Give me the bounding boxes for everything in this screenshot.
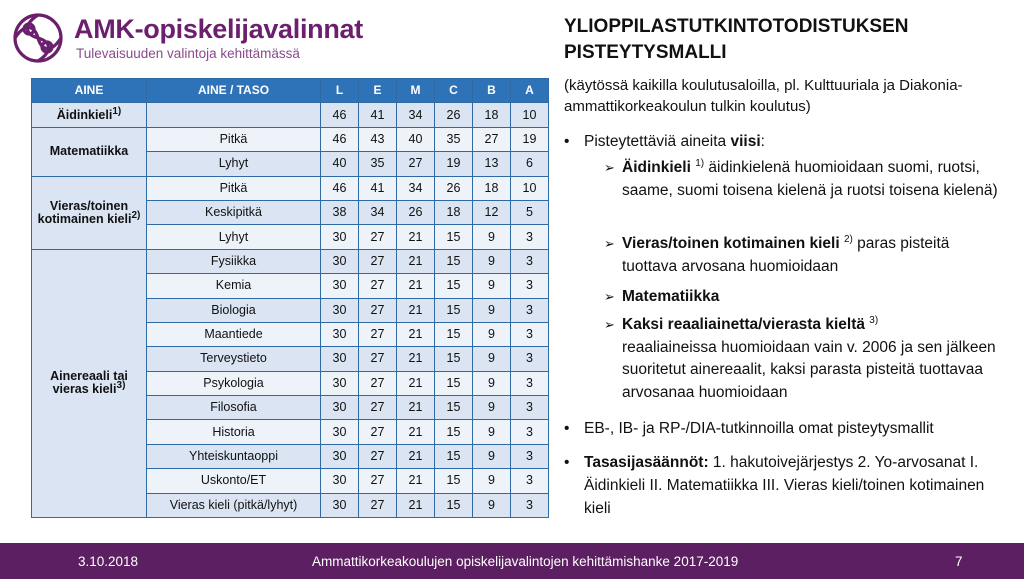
score-cell: 9 xyxy=(473,249,511,273)
score-cell: 35 xyxy=(359,152,397,176)
score-cell: 3 xyxy=(511,347,549,371)
header-cell: C xyxy=(435,79,473,103)
level-cell: Keskipitkä xyxy=(147,200,321,224)
score-cell: 27 xyxy=(359,249,397,273)
score-cell: 30 xyxy=(321,274,359,298)
bullet-icon: • xyxy=(564,454,570,471)
score-cell: 9 xyxy=(473,225,511,249)
subject-cell: Matematiikka xyxy=(32,127,147,176)
score-cell: 30 xyxy=(321,371,359,395)
level-cell: Terveystieto xyxy=(147,347,321,371)
level-cell: Historia xyxy=(147,420,321,444)
score-cell: 27 xyxy=(359,322,397,346)
score-cell: 30 xyxy=(321,322,359,346)
score-cell: 15 xyxy=(435,371,473,395)
score-cell: 30 xyxy=(321,347,359,371)
score-cell: 30 xyxy=(321,249,359,273)
score-cell: 30 xyxy=(321,396,359,420)
score-cell: 30 xyxy=(321,420,359,444)
header-cell: E xyxy=(359,79,397,103)
score-cell: 15 xyxy=(435,420,473,444)
score-cell: 27 xyxy=(359,420,397,444)
score-cell: 27 xyxy=(359,274,397,298)
header-cell: B xyxy=(473,79,511,103)
footer-date: 3.10.2018 xyxy=(78,554,139,569)
score-cell: 15 xyxy=(435,322,473,346)
page-title: YLIOPPILASTUTKINTOTODISTUKSEN PISTEYTYSMALLI xyxy=(564,16,909,63)
score-cell: 18 xyxy=(473,103,511,127)
score-cell: 9 xyxy=(473,396,511,420)
score-cell: 9 xyxy=(473,298,511,322)
level-cell: Fysiikka xyxy=(147,249,321,273)
score-cell: 19 xyxy=(511,127,549,151)
score-cell: 9 xyxy=(473,493,511,517)
level-cell: Lyhyt xyxy=(147,152,321,176)
score-cell: 13 xyxy=(473,152,511,176)
table-row xyxy=(32,176,549,200)
score-cell: 21 xyxy=(397,274,435,298)
level-cell: Filosofia xyxy=(147,396,321,420)
score-cell: 15 xyxy=(435,347,473,371)
arrow-icon: ➢ xyxy=(604,236,615,251)
level-cell: Uskonto/ET xyxy=(147,469,321,493)
score-cell: 35 xyxy=(435,127,473,151)
score-cell: 3 xyxy=(511,298,549,322)
score-cell: 9 xyxy=(473,420,511,444)
score-cell: 40 xyxy=(397,127,435,151)
level-cell: Lyhyt xyxy=(147,225,321,249)
score-cell: 27 xyxy=(359,493,397,517)
score-cell: 3 xyxy=(511,225,549,249)
level-cell: Pitkä xyxy=(147,176,321,200)
score-cell: 30 xyxy=(321,298,359,322)
score-cell: 15 xyxy=(435,469,473,493)
score-cell: 27 xyxy=(359,298,397,322)
score-cell: 40 xyxy=(321,152,359,176)
score-cell: 15 xyxy=(435,225,473,249)
subject-cell: Äidinkieli$^{1)}$ xyxy=(32,103,147,127)
score-cell: 9 xyxy=(473,444,511,468)
score-cell: 15 xyxy=(435,396,473,420)
score-cell: 21 xyxy=(397,420,435,444)
header-cell: M xyxy=(397,79,435,103)
score-cell: 21 xyxy=(397,493,435,517)
score-cell: 3 xyxy=(511,274,549,298)
level-cell: Pitkä xyxy=(147,127,321,151)
score-cell: 9 xyxy=(473,469,511,493)
score-cell: 30 xyxy=(321,469,359,493)
score-cell: 3 xyxy=(511,249,549,273)
score-cell: 26 xyxy=(435,176,473,200)
score-cell: 6 xyxy=(511,152,549,176)
score-cell: 9 xyxy=(473,274,511,298)
footer-bar xyxy=(0,543,1024,579)
score-cell: 3 xyxy=(511,322,549,346)
score-cell: 41 xyxy=(359,176,397,200)
level-cell: Yhteiskuntaoppi xyxy=(147,444,321,468)
subject-cell: Vieras/toinen kotimainen kieli$^{2)}$ xyxy=(32,176,147,249)
score-cell: 3 xyxy=(511,469,549,493)
score-cell: 15 xyxy=(435,444,473,468)
level-cell: Vieras kieli (pitkä/lyhyt) xyxy=(147,493,321,517)
score-cell: 27 xyxy=(359,469,397,493)
table-row xyxy=(32,249,549,273)
amk-logo-icon xyxy=(12,12,64,64)
score-cell: 34 xyxy=(397,103,435,127)
score-cell: 38 xyxy=(321,200,359,224)
level-cell xyxy=(147,103,321,127)
arrow-icon: ➢ xyxy=(604,317,615,332)
level-cell: Maantiede xyxy=(147,322,321,346)
score-cell: 27 xyxy=(359,371,397,395)
score-cell: 3 xyxy=(511,371,549,395)
score-cell: 30 xyxy=(321,225,359,249)
header-cell: AINE / TASO xyxy=(147,79,321,103)
scope-note: (käytössä kaikilla koulutusaloilla, pl. Kulttuuriala ja Diakonia-ammattikorkeakoulun tulkin koulutus) xyxy=(564,77,963,115)
score-cell: 34 xyxy=(397,176,435,200)
score-cell: 3 xyxy=(511,420,549,444)
score-cell: 27 xyxy=(473,127,511,151)
subject-cell: Ainereaali tai vieras kieli$^{3)}$ xyxy=(32,249,147,517)
score-cell: 41 xyxy=(359,103,397,127)
score-cell: 12 xyxy=(473,200,511,224)
score-cell: 27 xyxy=(359,444,397,468)
points-table xyxy=(31,78,549,518)
level-cell: Kemia xyxy=(147,274,321,298)
score-cell: 15 xyxy=(435,298,473,322)
bullet-icon: • xyxy=(564,133,570,150)
score-cell: 3 xyxy=(511,396,549,420)
score-cell: 10 xyxy=(511,176,549,200)
score-cell: 21 xyxy=(397,249,435,273)
score-cell: 21 xyxy=(397,298,435,322)
header-cell: A xyxy=(511,79,549,103)
brand-title: AMK-opiskelijavalinnat xyxy=(74,14,363,44)
score-cell: 30 xyxy=(321,493,359,517)
score-cell: 27 xyxy=(359,347,397,371)
score-cell: 30 xyxy=(321,444,359,468)
score-cell: 18 xyxy=(435,200,473,224)
table-row xyxy=(32,103,549,127)
arrow-icon: ➢ xyxy=(604,289,615,304)
header-cell: AINE xyxy=(32,79,147,103)
score-cell: 27 xyxy=(359,396,397,420)
score-cell: 15 xyxy=(435,249,473,273)
score-cell: 9 xyxy=(473,322,511,346)
level-cell: Psykologia xyxy=(147,371,321,395)
score-cell: 18 xyxy=(473,176,511,200)
header-cell: L xyxy=(321,79,359,103)
arrow-icon: ➢ xyxy=(604,160,615,175)
score-cell: 9 xyxy=(473,371,511,395)
footer-page-number: 7 xyxy=(955,554,963,569)
score-cell: 21 xyxy=(397,396,435,420)
score-cell: 27 xyxy=(359,225,397,249)
score-cell: 9 xyxy=(473,347,511,371)
footer-project: Ammattikorkeakoulujen opiskelijavalintojen kehittämishanke 2017-2019 xyxy=(312,554,739,569)
score-cell: 26 xyxy=(435,103,473,127)
score-cell: 15 xyxy=(435,274,473,298)
score-cell: 21 xyxy=(397,444,435,468)
score-cell: 21 xyxy=(397,322,435,346)
score-cell: 21 xyxy=(397,371,435,395)
score-cell: 46 xyxy=(321,127,359,151)
score-cell: 27 xyxy=(397,152,435,176)
table-header-row xyxy=(32,79,549,103)
level-cell: Biologia xyxy=(147,298,321,322)
score-cell: 15 xyxy=(435,493,473,517)
score-cell: 46 xyxy=(321,103,359,127)
score-cell: 3 xyxy=(511,444,549,468)
score-cell: 5 xyxy=(511,200,549,224)
score-cell: 3 xyxy=(511,493,549,517)
brand-subtitle: Tulevaisuuden valintoja kehittämässä xyxy=(76,46,300,61)
score-cell: 34 xyxy=(359,200,397,224)
score-cell: 10 xyxy=(511,103,549,127)
score-cell: 21 xyxy=(397,347,435,371)
score-cell: 21 xyxy=(397,225,435,249)
bullet-icon: • xyxy=(564,420,570,437)
score-cell: 21 xyxy=(397,469,435,493)
score-cell: 43 xyxy=(359,127,397,151)
score-cell: 19 xyxy=(435,152,473,176)
score-cell: 26 xyxy=(397,200,435,224)
score-cell: 46 xyxy=(321,176,359,200)
table-row xyxy=(32,127,549,151)
